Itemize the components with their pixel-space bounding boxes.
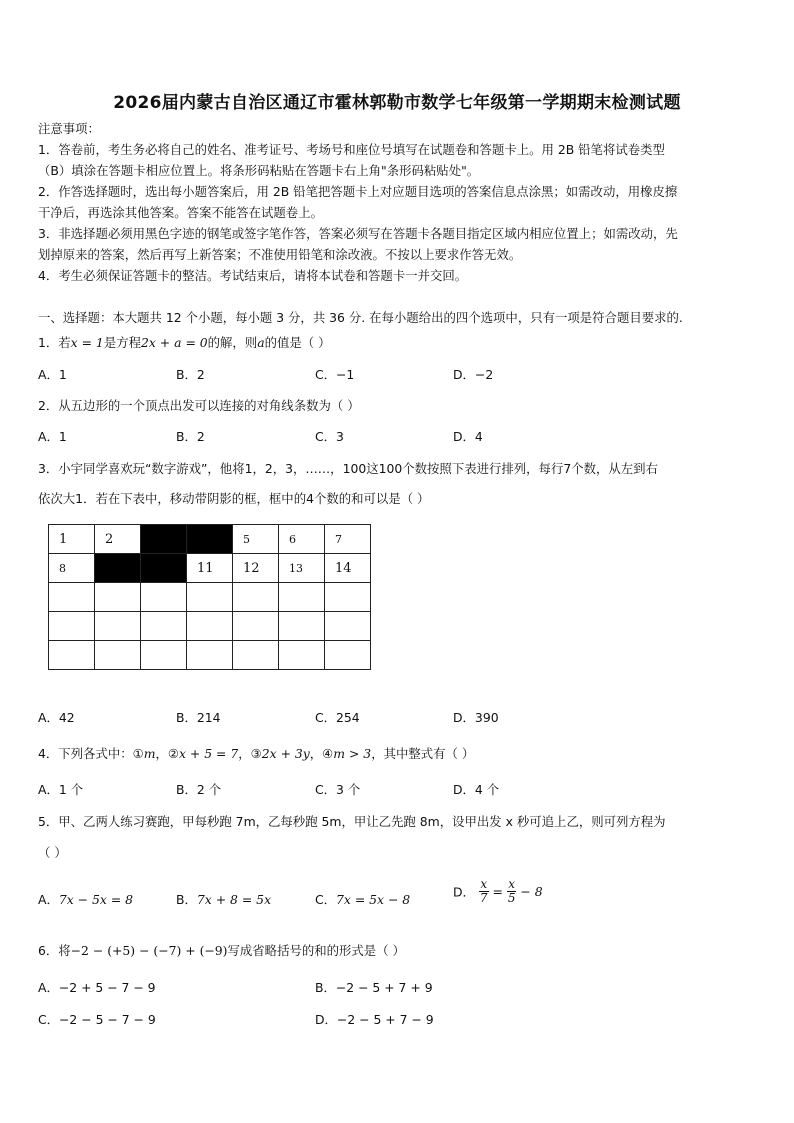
fraction-denominator: 5 xyxy=(507,891,516,905)
grid-cell xyxy=(141,641,187,670)
grid-cell xyxy=(95,583,141,612)
page-title: 2026届内蒙古自治区通辽市霍林郭勒市数学七年级第一学期期末检测试题 xyxy=(113,93,681,113)
q1-suffix: 的值是（ ） xyxy=(264,335,331,350)
q5-option-c xyxy=(315,890,410,908)
grid-cell xyxy=(187,641,233,670)
grid-cell xyxy=(325,641,371,670)
fraction-denominator: 7 xyxy=(479,891,488,905)
q1-variable: a xyxy=(257,335,265,350)
grid-cell xyxy=(49,583,95,612)
table-row xyxy=(49,583,371,612)
q1-option-b: B．2 xyxy=(176,367,205,382)
note-line: 划掉原来的答案，然后再写上新答案；不准使用铅笔和涂改液。不按以上要求作答无效。 xyxy=(38,247,522,262)
shaded-cell xyxy=(187,525,233,554)
table-row xyxy=(49,554,371,583)
question-3-line1: 3．小宇同学喜欢玩“数字游戏”，他将1，2，3，……，100这100个数按照下表进行排列，每行7个数，从左到右 xyxy=(38,461,658,476)
q3-option-a: A．42 xyxy=(38,710,75,725)
q4-option-c: C．3 个 xyxy=(315,782,361,797)
q4-expr-3: 2x + 3y xyxy=(261,746,310,761)
q6-suffix: 写成省略括号的和的形式是（ ） xyxy=(227,943,405,958)
q6-option-c: C．−2 − 5 − 7 − 9 xyxy=(38,1012,156,1027)
note-line: （B）填涂在答题卡相应位置上。将条形码粘贴在答题卡右上角"条形码粘贴处"。 xyxy=(38,163,480,178)
grid-cell: 13 xyxy=(279,554,325,583)
q1-option-d: D．−2 xyxy=(453,367,494,382)
q1-mid2: 的解，则 xyxy=(207,335,258,350)
q6-expression: −2 − (+5) − (−7) + (−9) xyxy=(70,943,228,958)
q1-equation: 2x + a = 0 xyxy=(140,335,208,350)
note-line: 3．非选择题必须用黑色字迹的钢笔或签字笔作答，答案必须写在答题卡各题目指定区域内相应位置上；如需改动，先 xyxy=(38,226,678,241)
shaded-cell xyxy=(95,554,141,583)
shaded-cell xyxy=(141,554,187,583)
question-5-line2: （ ） xyxy=(38,845,67,860)
question-6 xyxy=(38,941,405,959)
grid-cell xyxy=(187,612,233,641)
fraction xyxy=(507,878,517,905)
q2-option-b: B．2 xyxy=(176,429,205,444)
grid-cell: 2 xyxy=(95,525,141,554)
grid-cell xyxy=(49,612,95,641)
grid-cell xyxy=(233,583,279,612)
note-line: 4．考生必须保证答题卡的整洁。考试结束后，请将本试卷和答题卡一并交回。 xyxy=(38,268,468,283)
q1-option-c: C．−1 xyxy=(315,367,355,382)
q5-option-d xyxy=(453,878,543,905)
grid-cell: 1 xyxy=(49,525,95,554)
q4-prefix: 4．下列各式中：① xyxy=(38,746,144,761)
q4-option-d: D．4 个 xyxy=(453,782,500,797)
q1-option-a: A．1 xyxy=(38,367,67,382)
grid-cell xyxy=(49,641,95,670)
grid-cell: 11 xyxy=(187,554,233,583)
q5-option-b xyxy=(176,890,271,908)
grid-cell xyxy=(279,612,325,641)
grid-cell xyxy=(187,583,233,612)
grid-cell xyxy=(233,612,279,641)
q4-sep: ，④ xyxy=(309,746,334,761)
q4-option-b: B．2 个 xyxy=(176,782,222,797)
q5-option-d-label: D． xyxy=(453,884,475,900)
question-5-line1: 5．甲、乙两人练习赛跑，甲每秒跑 7m，乙每秒跑 5m，甲让乙先跑 8m，设甲出发 x 秒可追上乙，则可列方程为 xyxy=(38,814,666,829)
grid-cell xyxy=(279,641,325,670)
q3-option-d: D．390 xyxy=(453,710,499,725)
q1-condition: x = 1 xyxy=(70,335,104,350)
notes-heading: 注意事项： xyxy=(38,121,100,136)
note-line: 干净后，再选涂其他答案。答案不能答在试题卷上。 xyxy=(38,205,323,220)
equals-sign: = xyxy=(492,884,503,899)
grid-cell: 6 xyxy=(279,525,325,554)
q5-option-b-label: B． xyxy=(176,892,197,907)
q5-option-a-expr: 7x − 5x = 8 xyxy=(58,892,134,907)
question-2: 2．从五边形的一个顶点出发可以连接的对角线条数为（ ） xyxy=(38,398,360,413)
grid-cell: 7 xyxy=(325,525,371,554)
q1-mid: 是方程 xyxy=(103,335,141,350)
table-row xyxy=(49,641,371,670)
q5-option-a xyxy=(38,890,133,908)
q4-option-a: A．1 个 xyxy=(38,782,84,797)
q6-option-b: B．−2 − 5 + 7 + 9 xyxy=(315,980,433,995)
q6-option-a: A．−2 + 5 − 7 − 9 xyxy=(38,980,156,995)
q1-prefix: 1．若 xyxy=(38,335,71,350)
grid-cell xyxy=(141,583,187,612)
q2-option-a: A．1 xyxy=(38,429,67,444)
q2-option-c: C．3 xyxy=(315,429,344,444)
q5-option-c-label: C． xyxy=(315,892,337,907)
grid-cell xyxy=(95,641,141,670)
grid-cell: 14 xyxy=(325,554,371,583)
q4-sep: ，② xyxy=(155,746,179,761)
table-row xyxy=(49,525,371,554)
fraction-numerator: x xyxy=(508,877,516,891)
q3-option-b: B．214 xyxy=(176,710,221,725)
q5-option-c-expr: 7x = 5x − 8 xyxy=(336,892,411,907)
note-line: 2．作答选择题时，选出每小题答案后，用 2B 铅笔把答题卡上对应题目选项的答案信息点涂黑；如需改动，用橡皮擦 xyxy=(38,184,678,199)
q4-sep: ，③ xyxy=(238,746,262,761)
grid-cell xyxy=(95,612,141,641)
grid-cell xyxy=(233,641,279,670)
grid-cell: 12 xyxy=(233,554,279,583)
note-line: 1．答卷前，考生务必将自己的姓名、准考证号、考场号和座位号填写在试题卷和答题卡上。用 2B 铅笔将试卷类型 xyxy=(38,142,665,157)
shaded-cell xyxy=(141,525,187,554)
q4-expr-2: x + 5 = 7 xyxy=(178,746,239,761)
q6-option-d: D．−2 − 5 + 7 − 9 xyxy=(315,1012,434,1027)
q5-option-a-label: A． xyxy=(38,892,59,907)
question-3-line2: 依次大1．若在下表中，移动带阴影的框，框中的4个数的和可以是（ ） xyxy=(38,491,430,506)
grid-cell: 5 xyxy=(233,525,279,554)
q5-option-b-expr: 7x + 8 = 5x xyxy=(196,892,272,907)
grid-cell xyxy=(279,583,325,612)
grid-cell xyxy=(141,612,187,641)
grid-cell: 8 xyxy=(49,554,95,583)
q4-expr-1: m xyxy=(143,746,156,761)
fraction-numerator: x xyxy=(480,877,488,891)
table-row xyxy=(49,612,371,641)
question-4 xyxy=(38,744,474,762)
question-1 xyxy=(38,333,331,351)
section-heading: 一、选择题：本大题共 12 个小题，每小题 3 分，共 36 分. 在每小题给出的四个选项中，只有一项是符合题目要求的. xyxy=(38,310,683,325)
q4-expr-4: m > 3 xyxy=(333,746,372,761)
q6-prefix: 6．将 xyxy=(38,943,71,958)
q4-suffix: ，其中整式有（ ） xyxy=(371,746,475,761)
grid-cell xyxy=(325,612,371,641)
grid-cell xyxy=(325,583,371,612)
number-grid-table xyxy=(48,524,371,670)
fraction xyxy=(479,878,489,905)
q5-option-d-tail: − 8 xyxy=(520,884,543,899)
q2-option-d: D．4 xyxy=(453,429,483,444)
q3-option-c: C．254 xyxy=(315,710,360,725)
